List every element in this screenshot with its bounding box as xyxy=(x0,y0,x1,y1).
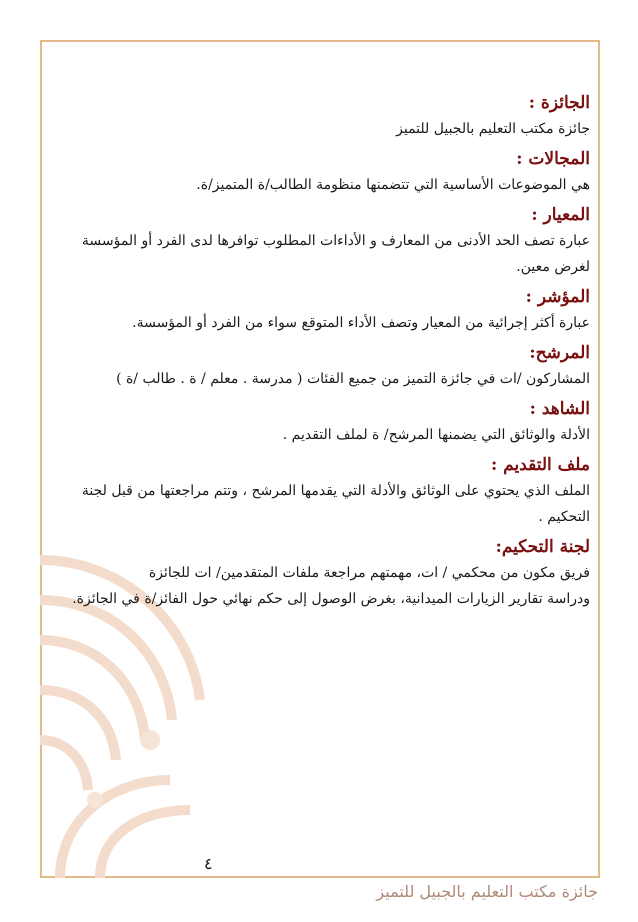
term-heading: الشاهد : xyxy=(529,399,590,419)
term-definition: الملف الذي يحتوي على الوثائق والأدلة التي يقدمها المرشح ، وتتم مراجعتها من قبل لجنة التحكيم . xyxy=(81,483,590,525)
term-definition: الأدلة والوثائق التي يضمنها المرشح/ ة لملف التقديم . xyxy=(282,427,590,443)
term-definition: جائزة مكتب التعليم بالجبيل للتميز xyxy=(396,121,590,137)
term-heading: الجائزة : xyxy=(528,93,590,113)
term-heading: المعيار : xyxy=(531,205,590,225)
glossary-entry-evidence xyxy=(58,398,590,448)
term-definition: هي الموضوعات الأساسية التي تتضمنها منظومة الطالب/ة المتميز/ة. xyxy=(196,177,590,193)
glossary-entry-submission-file xyxy=(58,454,590,530)
term-definition: فريق مكون من محكمي / ات، مهمتهم مراجعة ملفات المتقدمين/ ات للجائزة ودراسة تقارير الزيارات الميدانية، بغرض الوصول إلى حكم نهائي حول الفائز/ة في الجائزة. xyxy=(72,565,590,607)
term-definition: المشاركون /ات في جائزة التميز من جميع الفئات ( مدرسة . معلم / ة . طالب /ة ) xyxy=(116,371,590,387)
page-number: ٤ xyxy=(204,854,213,873)
term-heading: المرشح: xyxy=(529,343,590,363)
glossary-entry-standard xyxy=(58,204,590,280)
glossary-entry-domains xyxy=(58,148,590,198)
term-heading: المجالات : xyxy=(516,149,590,169)
term-heading: ملف التقديم : xyxy=(490,455,590,475)
term-definition: عبارة تصف الحد الأدنى من المعارف و الأداءات المطلوب توافرها لدى الفرد أو المؤسسة لغرض معين. xyxy=(81,233,590,275)
term-definition: عبارة أكثر إجرائية من المعيار وتصف الأداء المتوقع سواء من الفرد أو المؤسسة. xyxy=(132,315,590,331)
footer-brand-logo: جائزة مكتب التعليم بالجبيل للتميز xyxy=(376,882,598,901)
glossary-entry-indicator xyxy=(58,286,590,336)
glossary-entry-jury xyxy=(58,536,590,612)
term-heading: لجنة التحكيم: xyxy=(495,537,590,557)
glossary-entry-nominee xyxy=(58,342,590,392)
glossary-entry-award xyxy=(58,92,590,142)
glossary-content xyxy=(58,88,590,618)
term-heading: المؤشر : xyxy=(525,287,590,307)
